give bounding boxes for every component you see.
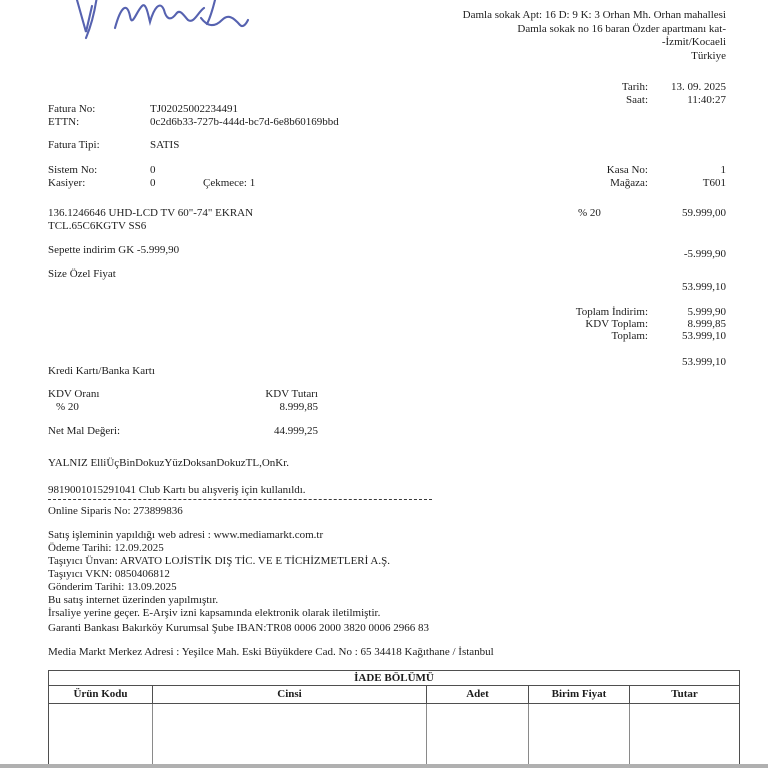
toplam-label: Toplam:	[611, 330, 648, 342]
address-line: Damla sokak no 16 baran Özder apartmanı kat-	[517, 22, 726, 35]
info-line-web: Satış işleminin yapıldığı web adresi : www.mediamarkt.com.tr	[48, 529, 324, 541]
item-model: TCL.65C6KGTV SS6	[48, 220, 147, 232]
toplam-indirim-label: Toplam İndirim:	[575, 306, 648, 318]
item-discount-amount: -5.999,90	[683, 248, 726, 260]
kasa-no-label: Kasa No:	[606, 164, 648, 176]
sistem-no-label: Sistem No:	[48, 164, 98, 176]
fatura-tipi-value: SATIS	[150, 139, 180, 151]
cell-cinsi	[152, 704, 426, 768]
time-label: Saat:	[626, 94, 648, 106]
net-value-label: Net Mal Değeri:	[48, 425, 121, 437]
address-line: -İzmit/Kocaeli	[661, 36, 726, 48]
ettn-label: ETTN:	[48, 116, 80, 128]
time-value: 11:40:27	[687, 94, 726, 106]
signature-scribble	[55, 0, 250, 44]
magaza-value: T601	[702, 177, 726, 189]
item-gross-amount: 59.999,00	[682, 207, 726, 219]
cell-adet	[426, 704, 528, 768]
hq-address-line: Media Markt Merkez Adresi : Yeşilce Mah. Eski Büyükdere Cad. No : 65 34418 Kağıthane / İstanbul	[48, 646, 494, 658]
ettn-value: 0c2d6b33-727b-444d-bc7d-6e8b60169bbd	[150, 116, 339, 128]
club-card-line: 9819001015291041 Club Kartı bu alışveriş için kullanıldı.	[48, 484, 306, 496]
cell-birim-fiyat	[528, 704, 629, 768]
kdv-orani-value: % 20	[56, 401, 79, 413]
item-vat-rate: % 20	[578, 207, 601, 219]
fatura-no-label: Fatura No:	[48, 103, 96, 115]
toplam-indirim-value: 5.999,90	[687, 306, 726, 318]
kasiyer-value: 0	[150, 177, 156, 189]
address-line: Damla sokak Apt: 16 D: 9 K: 3 Orhan Mh. Orhan mahallesi	[462, 9, 726, 21]
info-line-irsaliye: İrsaliye yerine geçer. E-Arşiv izni kapsamında elektronik olarak iletilmiştir.	[48, 607, 381, 619]
date-value: 13. 09. 2025	[671, 81, 726, 93]
kdv-tutari-header: KDV Tutarı	[265, 388, 318, 400]
return-table-header-row	[49, 686, 739, 704]
cell-tutar	[629, 704, 739, 768]
info-line-tasiyici-unvan: Taşıyıcı Ünvan: ARVATO LOJİSTİK DIŞ TİC. VE E TİCHİZMETLERİ A.Ş.	[48, 555, 390, 567]
info-line-gonderim: Gönderim Tarihi: 13.09.2025	[48, 581, 177, 593]
info-line-tasiyici-vkn: Taşıyıcı VKN: 0850406812	[48, 568, 170, 580]
payment-method: Kredi Kartı/Banka Kartı	[48, 365, 155, 377]
info-line-internet: Bu satış internet üzerinden yapılmıştır.	[48, 594, 219, 606]
fatura-tipi-label: Fatura Tipi:	[48, 139, 100, 151]
kdv-orani-header: KDV Oranı	[48, 388, 100, 400]
cell-urun-kodu	[49, 704, 152, 768]
bank-iban-line: Garanti Bankası Bakırköy Kurumsal Şube IBAN:TR08 0006 2000 3820 0006 2966 83	[48, 622, 429, 634]
dashed-separator	[48, 499, 432, 500]
col-urun-kodu: Ürün Kodu	[73, 688, 128, 700]
item-discount-line: Sepette indirim GK -5.999,90	[48, 244, 180, 256]
special-price-label: Size Özel Fiyat	[48, 268, 116, 280]
date-label: Tarih:	[621, 81, 648, 93]
magaza-label: Mağaza:	[610, 177, 648, 189]
col-birim-fiyat: Birim Fiyat	[528, 686, 629, 703]
kdv-tutari-value: 8.999,85	[279, 401, 318, 413]
return-table-title: İADE BÖLÜMÜ	[49, 671, 739, 686]
address-line: Türkiye	[691, 49, 726, 62]
sistem-no-value: 0	[150, 164, 156, 176]
cekmece-value: Çekmece: 1	[203, 177, 256, 189]
item-description: 136.1246646 UHD-LCD TV 60"-74" EKRAN	[48, 207, 254, 219]
col-adet: Adet	[426, 686, 528, 703]
net-value-amount: 44.999,25	[274, 425, 318, 437]
kasa-no-value: 1	[720, 164, 726, 176]
shipping-info-block	[48, 529, 390, 620]
toplam-value: 53.999,10	[682, 330, 726, 342]
bottom-edge-strip	[0, 764, 768, 768]
info-line-odeme: Ödeme Tarihi: 12.09.2025	[48, 542, 164, 554]
kdv-toplam-label: KDV Toplam:	[585, 318, 648, 330]
fatura-no-value: TJ02025002234491	[150, 103, 238, 115]
return-table-empty-row	[49, 704, 739, 768]
col-tutar: Tutar	[629, 686, 739, 703]
special-price-amount: 53.999,10	[682, 281, 726, 293]
grand-total-value: 53.999,10	[682, 356, 726, 368]
amount-in-words: YALNIZ ElliÜçBinDokuzYüzDoksanDokuzTL,OnKr.	[48, 457, 290, 469]
col-cinsi: Cinsi	[152, 686, 426, 703]
online-order-no: Online Siparis No: 273899836	[48, 505, 183, 517]
kdv-toplam-value: 8.999,85	[687, 318, 726, 330]
customer-address	[463, 9, 726, 63]
return-section-table	[48, 670, 740, 768]
kasiyer-label: Kasiyer:	[48, 177, 86, 189]
